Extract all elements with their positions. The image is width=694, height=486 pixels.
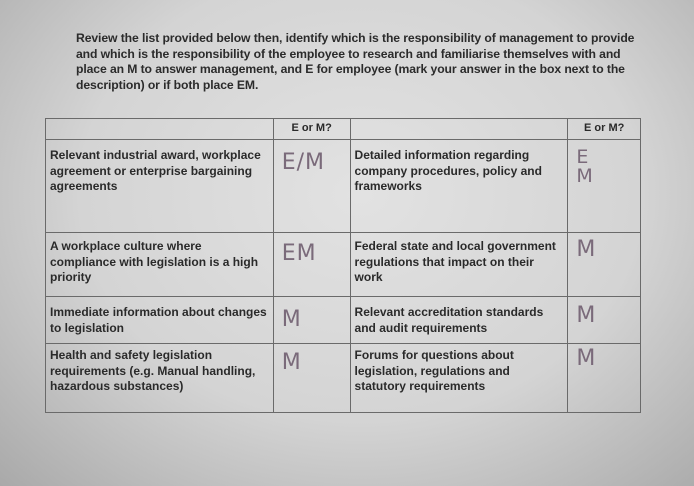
left-description: Health and safety legislation requirements (e.g. Manual handling, hazardous substances) xyxy=(46,344,274,413)
header-mark-right: E or M? xyxy=(568,119,641,140)
responsibility-table xyxy=(45,118,641,413)
left-answer-box[interactable] xyxy=(273,140,350,233)
left-description: Immediate information about changes to legislation xyxy=(46,297,274,344)
right-description: Detailed information regarding company procedures, policy and frameworks xyxy=(350,140,568,233)
left-description: Relevant industrial award, workplace agreement or enterprise bargaining agreements xyxy=(46,140,274,233)
handwritten-answer: E xyxy=(576,146,590,168)
handwritten-answer: M xyxy=(576,165,594,187)
table-header-row xyxy=(46,119,641,140)
right-description: Forums for questions about legislation, regulations and statutory requirements xyxy=(350,344,568,413)
header-empty-cell-right xyxy=(350,119,568,140)
left-answer-box[interactable] xyxy=(273,233,350,297)
handwritten-answer: M xyxy=(281,350,302,375)
table-row xyxy=(46,233,641,297)
right-description: Relevant accreditation standards and audit requirements xyxy=(350,297,568,344)
table-row xyxy=(46,344,641,413)
header-mark-left: E or M? xyxy=(273,119,350,140)
left-answer-box[interactable] xyxy=(273,297,350,344)
table-row xyxy=(46,297,641,344)
left-description: A workplace culture where compliance with legislation is a high priority xyxy=(46,233,274,297)
right-description: Federal state and local government regulations that impact on their work xyxy=(350,233,568,297)
handwritten-answer: E/M xyxy=(281,150,326,175)
handwritten-answer: M xyxy=(281,307,302,332)
handwritten-answer: M xyxy=(576,237,597,262)
header-empty-cell-left xyxy=(46,119,274,140)
handwritten-answer: EM xyxy=(281,241,317,266)
handwritten-answer: M xyxy=(576,346,597,371)
table-row xyxy=(46,140,641,233)
right-answer-box[interactable] xyxy=(568,233,641,297)
right-answer-box[interactable] xyxy=(568,344,641,413)
right-answer-box[interactable] xyxy=(568,140,641,233)
handwritten-answer: M xyxy=(576,303,597,328)
right-answer-box[interactable] xyxy=(568,297,641,344)
left-answer-box[interactable] xyxy=(273,344,350,413)
instructions-text: Review the list provided below then, identify which is the responsibility of management to provide and which is the responsibility of the employee to research and familiarise themselves with and place an M to answer management, and E for employee (mark your answer in the box next to the description) or if both place EM. xyxy=(76,31,635,92)
